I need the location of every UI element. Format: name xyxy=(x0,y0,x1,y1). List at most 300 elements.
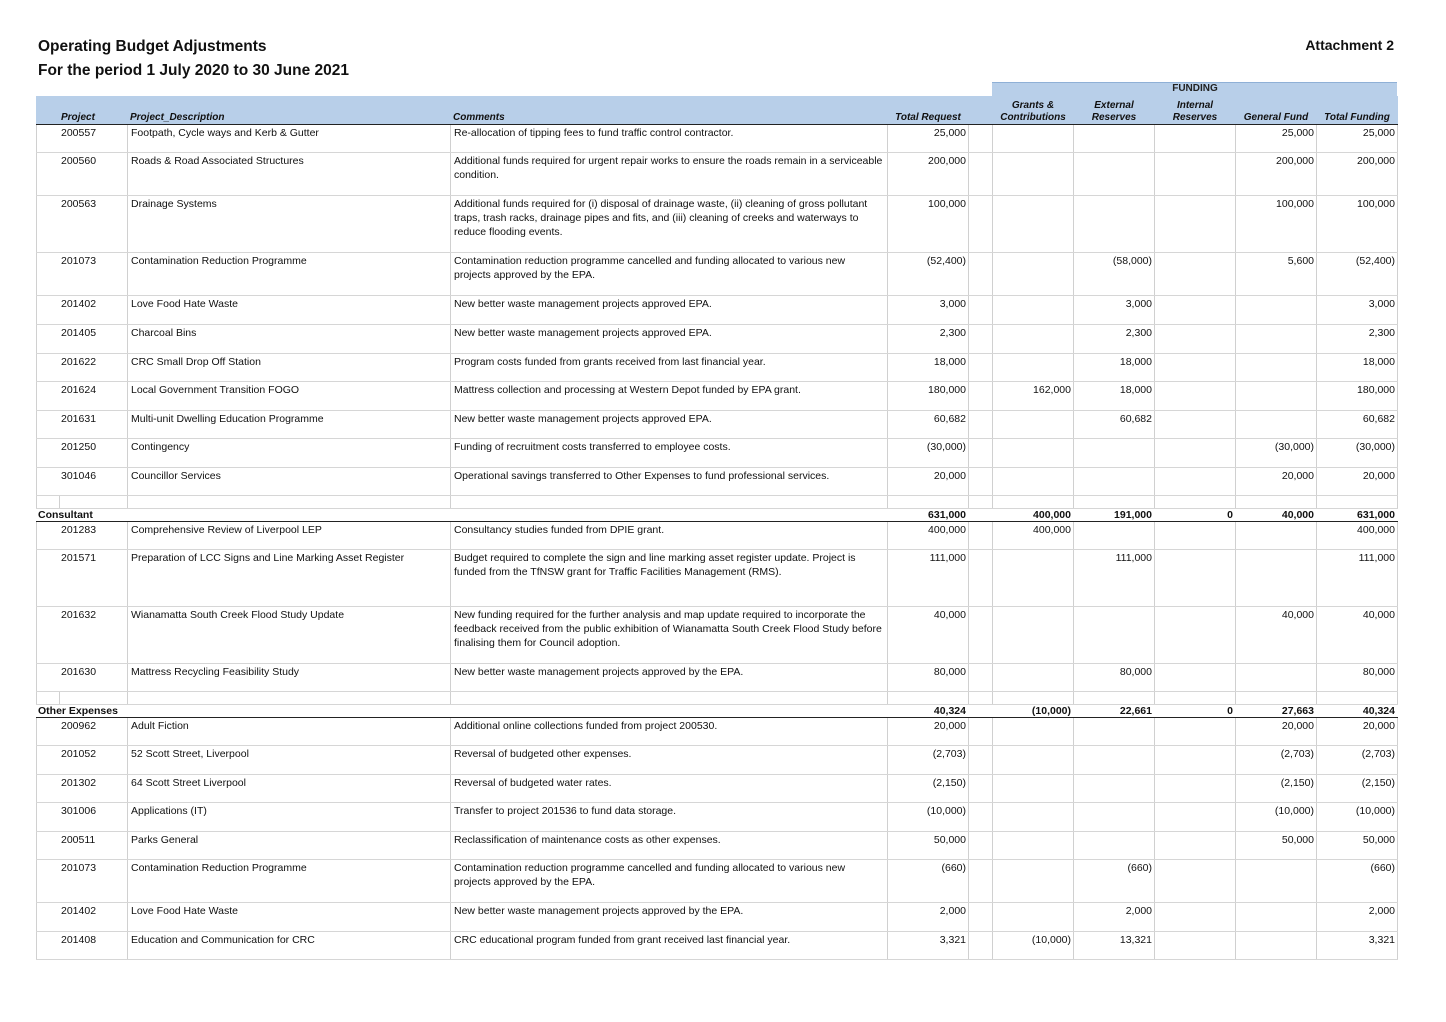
table-row xyxy=(37,410,1398,438)
internal-value xyxy=(1155,717,1236,745)
internal-value xyxy=(1155,324,1236,353)
table-row xyxy=(37,252,1398,295)
spacer-cell xyxy=(60,691,128,704)
grants-value xyxy=(993,549,1074,606)
grants-value xyxy=(993,717,1074,745)
total-request: 50,000 xyxy=(888,831,969,859)
spacer-cell xyxy=(1236,495,1317,508)
external-value: 60,682 xyxy=(1074,410,1155,438)
general-value: 5,600 xyxy=(1236,252,1317,295)
col-grants: Grants & Contributions xyxy=(993,96,1074,124)
internal-value xyxy=(1155,195,1236,252)
external-value: 3,000 xyxy=(1074,295,1155,324)
spacer-cell xyxy=(993,691,1074,704)
project-description: Footpath, Cycle ways and Kerb & Gutter xyxy=(128,124,451,152)
project-code: 201405 xyxy=(37,324,128,353)
project-code: 201408 xyxy=(37,931,128,959)
section-general: 27,663 xyxy=(1236,704,1317,717)
comment: Additional funds required for (i) disposal of drainage waste, (ii) cleaning of gross pollutant traps, trash racks, drainage pipes and fits, and (iii) cleaning of creeks and waterways to reduce flooding events. xyxy=(451,195,888,252)
project-code: 201622 xyxy=(37,353,128,381)
project-code: 200511 xyxy=(37,831,128,859)
project-description: Adult Fiction xyxy=(128,717,451,745)
total-funding-value: 111,000 xyxy=(1317,549,1398,606)
spacer-cell xyxy=(1155,495,1236,508)
table-row xyxy=(37,549,1398,606)
section-internal: 0 xyxy=(1155,704,1236,717)
col-description: Project_Description xyxy=(128,96,451,124)
project-description: Love Food Hate Waste xyxy=(128,295,451,324)
comment: Funding of recruitment costs transferred to employee costs. xyxy=(451,438,888,467)
total-request: 400,000 xyxy=(888,521,969,549)
col-total-funding: Total Funding xyxy=(1317,96,1398,124)
total-funding-value: 100,000 xyxy=(1317,195,1398,252)
external-value xyxy=(1074,124,1155,152)
internal-value xyxy=(1155,438,1236,467)
section-general: 40,000 xyxy=(1236,508,1317,521)
external-value xyxy=(1074,195,1155,252)
general-value: (10,000) xyxy=(1236,802,1317,831)
comment: Reversal of budgeted other expenses. xyxy=(451,745,888,774)
internal-value xyxy=(1155,295,1236,324)
spacer-cell xyxy=(969,691,993,704)
comment: Reclassification of maintenance costs as other expenses. xyxy=(451,831,888,859)
project-code: 200560 xyxy=(37,152,128,195)
total-request: 100,000 xyxy=(888,195,969,252)
blank-cell xyxy=(969,745,993,774)
section-total-row xyxy=(37,704,1398,717)
project-code: 201630 xyxy=(37,663,128,691)
project-code: 201632 xyxy=(37,606,128,663)
total-request: 20,000 xyxy=(888,467,969,495)
external-value: 18,000 xyxy=(1074,381,1155,410)
comment: New funding required for the further analysis and map update required to incorporate the feedback received from the public exhibition of Wianamatta South Creek Flood Study before finalising them for Council adoption. xyxy=(451,606,888,663)
project-code: 301046 xyxy=(37,467,128,495)
blank-cell xyxy=(969,195,993,252)
project-code: 200962 xyxy=(37,717,128,745)
project-description: Parks General xyxy=(128,831,451,859)
project-description: Mattress Recycling Feasibility Study xyxy=(128,663,451,691)
comment: New better waste management projects approved by the EPA. xyxy=(451,663,888,691)
comment: Transfer to project 201536 to fund data storage. xyxy=(451,802,888,831)
internal-value xyxy=(1155,410,1236,438)
spacer-cell xyxy=(451,495,888,508)
table-row xyxy=(37,802,1398,831)
project-code: 201571 xyxy=(37,549,128,606)
comment: Contamination reduction programme cancelled and funding allocated to various new projects approved by the EPA. xyxy=(451,252,888,295)
spacer-cell xyxy=(888,691,969,704)
external-value xyxy=(1074,774,1155,802)
blank-cell xyxy=(969,704,993,717)
project-description: 52 Scott Street, Liverpool xyxy=(128,745,451,774)
table-row xyxy=(37,859,1398,902)
grants-value xyxy=(993,745,1074,774)
project-description: Wianamatta South Creek Flood Study Update xyxy=(128,606,451,663)
funding-label: FUNDING xyxy=(1172,83,1218,94)
project-code: 201624 xyxy=(37,381,128,410)
total-funding-value: 180,000 xyxy=(1317,381,1398,410)
internal-value xyxy=(1155,124,1236,152)
section-name: Other Expenses xyxy=(37,704,451,717)
general-value xyxy=(1236,353,1317,381)
comment: Operational savings transferred to Other Expenses to fund professional services. xyxy=(451,467,888,495)
col-comments: Comments xyxy=(451,96,888,124)
total-funding-value: 2,000 xyxy=(1317,902,1398,931)
project-description: Applications (IT) xyxy=(128,802,451,831)
general-value: (2,150) xyxy=(1236,774,1317,802)
total-request: 18,000 xyxy=(888,353,969,381)
blank-cell xyxy=(969,859,993,902)
table-row xyxy=(37,831,1398,859)
project-description: CRC Small Drop Off Station xyxy=(128,353,451,381)
internal-value xyxy=(1155,859,1236,902)
spacer-cell xyxy=(993,495,1074,508)
total-request: 3,321 xyxy=(888,931,969,959)
comment: New better waste management projects approved EPA. xyxy=(451,295,888,324)
comment: Contamination reduction programme cancelled and funding allocated to various new projects approved by the EPA. xyxy=(451,859,888,902)
grants-value xyxy=(993,606,1074,663)
external-value: (660) xyxy=(1074,859,1155,902)
general-value: 25,000 xyxy=(1236,124,1317,152)
blank-cell xyxy=(969,549,993,606)
project-code: 201402 xyxy=(37,295,128,324)
blank-cell xyxy=(969,831,993,859)
general-value: 20,000 xyxy=(1236,467,1317,495)
grants-value xyxy=(993,663,1074,691)
title-line-2: For the period 1 July 2020 to 30 June 2021 xyxy=(38,62,349,79)
project-code: 201283 xyxy=(37,521,128,549)
total-request: 60,682 xyxy=(888,410,969,438)
col-general: General Fund xyxy=(1236,96,1317,124)
comment: Additional online collections funded from project 200530. xyxy=(451,717,888,745)
internal-value xyxy=(1155,831,1236,859)
section-total-funding: 40,324 xyxy=(1317,704,1398,717)
project-description: Love Food Hate Waste xyxy=(128,902,451,931)
general-value: 20,000 xyxy=(1236,717,1317,745)
table-row xyxy=(37,521,1398,549)
blank-cell xyxy=(969,124,993,152)
external-value: 80,000 xyxy=(1074,663,1155,691)
total-request: 111,000 xyxy=(888,549,969,606)
general-value xyxy=(1236,663,1317,691)
total-funding-value: (52,400) xyxy=(1317,252,1398,295)
blank-cell xyxy=(969,802,993,831)
project-description: Comprehensive Review of Liverpool LEP xyxy=(128,521,451,549)
blank-cell xyxy=(451,704,888,717)
section-internal: 0 xyxy=(1155,508,1236,521)
general-value xyxy=(1236,410,1317,438)
project-code: 201052 xyxy=(37,745,128,774)
grants-value xyxy=(993,295,1074,324)
grants-value xyxy=(993,410,1074,438)
comment: Additional funds required for urgent repair works to ensure the roads remain in a serviceable condition. xyxy=(451,152,888,195)
internal-value xyxy=(1155,606,1236,663)
spacer-cell xyxy=(969,495,993,508)
table-row xyxy=(37,745,1398,774)
internal-value xyxy=(1155,381,1236,410)
section-name: Consultant xyxy=(37,508,451,521)
blank-cell xyxy=(969,774,993,802)
total-request: 80,000 xyxy=(888,663,969,691)
total-funding-value: 25,000 xyxy=(1317,124,1398,152)
general-value xyxy=(1236,381,1317,410)
internal-value xyxy=(1155,774,1236,802)
blank-cell xyxy=(969,717,993,745)
grants-value xyxy=(993,195,1074,252)
spacer-cell xyxy=(1317,691,1398,704)
budget-table xyxy=(36,96,1398,960)
spacer-cell xyxy=(1074,495,1155,508)
total-request: 40,000 xyxy=(888,606,969,663)
internal-value xyxy=(1155,802,1236,831)
section-external: 22,661 xyxy=(1074,704,1155,717)
external-value xyxy=(1074,606,1155,663)
table-row xyxy=(37,152,1398,195)
spacer-row xyxy=(37,691,1398,704)
table-row xyxy=(37,931,1398,959)
total-funding-value: (2,703) xyxy=(1317,745,1398,774)
internal-value xyxy=(1155,152,1236,195)
grants-value xyxy=(993,124,1074,152)
table-row xyxy=(37,606,1398,663)
blank-cell xyxy=(969,521,993,549)
general-value xyxy=(1236,902,1317,931)
project-code: 201631 xyxy=(37,410,128,438)
table-row xyxy=(37,124,1398,152)
general-value xyxy=(1236,931,1317,959)
project-description: Preparation of LCC Signs and Line Marking Asset Register xyxy=(128,549,451,606)
total-request: (2,150) xyxy=(888,774,969,802)
spacer-cell xyxy=(888,495,969,508)
blank-cell xyxy=(969,902,993,931)
general-value: (2,703) xyxy=(1236,745,1317,774)
blank-cell xyxy=(969,467,993,495)
total-funding-value: 2,300 xyxy=(1317,324,1398,353)
col-internal: Internal Reserves xyxy=(1155,96,1236,124)
blank-cell xyxy=(969,152,993,195)
internal-value xyxy=(1155,663,1236,691)
general-value xyxy=(1236,295,1317,324)
table-row xyxy=(37,295,1398,324)
internal-value xyxy=(1155,252,1236,295)
col-blank xyxy=(969,96,993,124)
spacer-cell xyxy=(128,495,451,508)
blank-cell xyxy=(969,295,993,324)
project-description: Local Government Transition FOGO xyxy=(128,381,451,410)
section-grants: (10,000) xyxy=(993,704,1074,717)
general-value xyxy=(1236,859,1317,902)
external-value xyxy=(1074,521,1155,549)
blank-cell xyxy=(969,410,993,438)
spacer-row xyxy=(37,495,1398,508)
grants-value xyxy=(993,831,1074,859)
grants-value xyxy=(993,467,1074,495)
comment: Mattress collection and processing at Western Depot funded by EPA grant. xyxy=(451,381,888,410)
spacer-cell xyxy=(128,691,451,704)
internal-value xyxy=(1155,353,1236,381)
total-request: 3,000 xyxy=(888,295,969,324)
section-total-row xyxy=(37,508,1398,521)
total-funding-value: (30,000) xyxy=(1317,438,1398,467)
table-row xyxy=(37,353,1398,381)
project-description: Councillor Services xyxy=(128,467,451,495)
blank-cell xyxy=(969,324,993,353)
total-funding-value: 20,000 xyxy=(1317,717,1398,745)
comment: New better waste management projects approved EPA. xyxy=(451,324,888,353)
total-request: 20,000 xyxy=(888,717,969,745)
comment: New better waste management projects approved by the EPA. xyxy=(451,902,888,931)
general-value xyxy=(1236,521,1317,549)
table-row xyxy=(37,438,1398,467)
external-value xyxy=(1074,717,1155,745)
spacer-cell xyxy=(37,495,60,508)
total-request: (10,000) xyxy=(888,802,969,831)
project-code: 201402 xyxy=(37,902,128,931)
comment: CRC educational program funded from grant received last financial year. xyxy=(451,931,888,959)
section-total-request: 40,324 xyxy=(888,704,969,717)
total-request: 200,000 xyxy=(888,152,969,195)
external-value: 13,321 xyxy=(1074,931,1155,959)
project-code: 200563 xyxy=(37,195,128,252)
grants-value xyxy=(993,802,1074,831)
grants-value xyxy=(993,859,1074,902)
grants-value xyxy=(993,152,1074,195)
general-value: (30,000) xyxy=(1236,438,1317,467)
project-description: Roads & Road Associated Structures xyxy=(128,152,451,195)
col-project: Project xyxy=(37,96,128,124)
table-row xyxy=(37,902,1398,931)
blank-cell xyxy=(969,252,993,295)
project-description: Multi-unit Dwelling Education Programme xyxy=(128,410,451,438)
grants-value xyxy=(993,353,1074,381)
section-grants: 400,000 xyxy=(993,508,1074,521)
spacer-cell xyxy=(1317,495,1398,508)
grants-value: (10,000) xyxy=(993,931,1074,959)
project-description: Contamination Reduction Programme xyxy=(128,859,451,902)
blank-cell xyxy=(969,353,993,381)
grants-value xyxy=(993,324,1074,353)
table-row xyxy=(37,663,1398,691)
total-request: (52,400) xyxy=(888,252,969,295)
general-value: 40,000 xyxy=(1236,606,1317,663)
spacer-cell xyxy=(451,691,888,704)
grants-value xyxy=(993,438,1074,467)
internal-value xyxy=(1155,931,1236,959)
total-funding-value: 80,000 xyxy=(1317,663,1398,691)
spacer-cell xyxy=(37,691,60,704)
project-description: Contingency xyxy=(128,438,451,467)
total-funding-value: 200,000 xyxy=(1317,152,1398,195)
blank-cell xyxy=(969,381,993,410)
total-funding-value: (10,000) xyxy=(1317,802,1398,831)
project-code: 200557 xyxy=(37,124,128,152)
total-funding-value: (660) xyxy=(1317,859,1398,902)
external-value: (58,000) xyxy=(1074,252,1155,295)
comment: Consultancy studies funded from DPIE grant. xyxy=(451,521,888,549)
blank-cell xyxy=(969,606,993,663)
total-request: 25,000 xyxy=(888,124,969,152)
total-funding-value: 40,000 xyxy=(1317,606,1398,663)
table-row xyxy=(37,467,1398,495)
project-code: 201073 xyxy=(37,252,128,295)
general-value: 100,000 xyxy=(1236,195,1317,252)
total-funding-value: 18,000 xyxy=(1317,353,1398,381)
general-value: 200,000 xyxy=(1236,152,1317,195)
table-row xyxy=(37,717,1398,745)
project-description: Education and Communication for CRC xyxy=(128,931,451,959)
general-value xyxy=(1236,549,1317,606)
project-code: 301006 xyxy=(37,802,128,831)
blank-cell xyxy=(969,438,993,467)
total-request: 2,000 xyxy=(888,902,969,931)
title-line-1: Operating Budget Adjustments xyxy=(38,38,267,55)
comment: New better waste management projects approved EPA. xyxy=(451,410,888,438)
external-value xyxy=(1074,831,1155,859)
total-funding-value: 50,000 xyxy=(1317,831,1398,859)
project-code: 201250 xyxy=(37,438,128,467)
grants-value: 162,000 xyxy=(993,381,1074,410)
total-request: 180,000 xyxy=(888,381,969,410)
total-funding-value: (2,150) xyxy=(1317,774,1398,802)
blank-cell xyxy=(969,931,993,959)
table-row xyxy=(37,195,1398,252)
blank-cell xyxy=(451,508,888,521)
external-value: 2,000 xyxy=(1074,902,1155,931)
section-total-funding: 631,000 xyxy=(1317,508,1398,521)
project-description: 64 Scott Street Liverpool xyxy=(128,774,451,802)
external-value xyxy=(1074,467,1155,495)
total-funding-value: 3,321 xyxy=(1317,931,1398,959)
section-total-request: 631,000 xyxy=(888,508,969,521)
total-funding-value: 20,000 xyxy=(1317,467,1398,495)
comment: Budget required to complete the sign and line marking asset register update. Project is funded from the TfNSW grant for Traffic Facilities Management (RMS). xyxy=(451,549,888,606)
grants-value xyxy=(993,774,1074,802)
external-value xyxy=(1074,438,1155,467)
external-value xyxy=(1074,152,1155,195)
internal-value xyxy=(1155,467,1236,495)
external-value xyxy=(1074,802,1155,831)
comment: Program costs funded from grants received from last financial year. xyxy=(451,353,888,381)
col-total-request: Total Request xyxy=(888,96,969,124)
attachment-label: Attachment 2 xyxy=(1305,37,1394,53)
external-value: 18,000 xyxy=(1074,353,1155,381)
table-row xyxy=(37,774,1398,802)
total-request: 2,300 xyxy=(888,324,969,353)
spacer-cell xyxy=(1074,691,1155,704)
column-header-row xyxy=(37,96,1398,124)
grants-value: 400,000 xyxy=(993,521,1074,549)
project-code: 201302 xyxy=(37,774,128,802)
project-description: Charcoal Bins xyxy=(128,324,451,353)
internal-value xyxy=(1155,549,1236,606)
total-request: (2,703) xyxy=(888,745,969,774)
col-external: External Reserves xyxy=(1074,96,1155,124)
total-request: (660) xyxy=(888,859,969,902)
internal-value xyxy=(1155,902,1236,931)
spacer-cell xyxy=(1155,691,1236,704)
table-row xyxy=(37,324,1398,353)
blank-cell xyxy=(969,508,993,521)
total-funding-value: 3,000 xyxy=(1317,295,1398,324)
project-description: Drainage Systems xyxy=(128,195,451,252)
external-value xyxy=(1074,745,1155,774)
project-code: 201073 xyxy=(37,859,128,902)
section-external: 191,000 xyxy=(1074,508,1155,521)
comment: Re-allocation of tipping fees to fund traffic control contractor. xyxy=(451,124,888,152)
blank-cell xyxy=(969,663,993,691)
total-funding-value: 60,682 xyxy=(1317,410,1398,438)
comment: Reversal of budgeted water rates. xyxy=(451,774,888,802)
internal-value xyxy=(1155,521,1236,549)
